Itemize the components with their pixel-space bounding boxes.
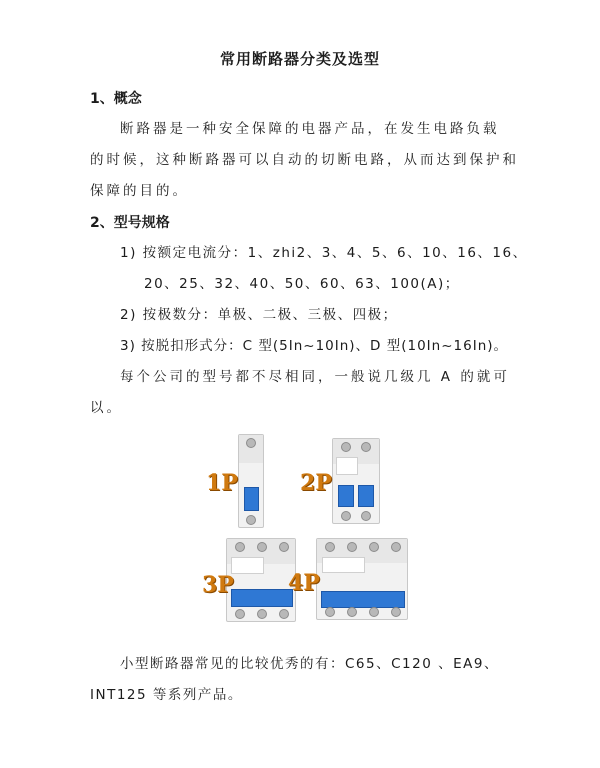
breaker-2p-label: 2P bbox=[300, 470, 332, 496]
breaker-1p-image bbox=[238, 434, 264, 528]
section-1-line-1: 断路器是一种安全保障的电器产品，在发生电路负载 bbox=[120, 121, 500, 137]
closing-line-1: 小型断路器常见的比较优秀的有：C65、C120 、EA9、 bbox=[120, 656, 499, 672]
breaker-4p-label: 4P bbox=[288, 570, 320, 596]
note-line-2: 以。 bbox=[90, 400, 123, 416]
closing-line-2: INT125 等系列产品。 bbox=[90, 687, 243, 703]
section-1-line-2: 的时候，这种断路器可以自动的切断电路，从而达到保护和 bbox=[90, 152, 519, 168]
breaker-3p-image bbox=[226, 538, 296, 622]
breaker-4p-image bbox=[316, 538, 408, 620]
spec-item-current: 1) 按额定电流分：1、zhi2、3、4、5、6、10、16、16、 bbox=[120, 245, 528, 261]
breaker-figure bbox=[192, 430, 414, 622]
note-line-1: 每个公司的型号都不尽相同，一般说几级几 A 的就可 bbox=[120, 369, 510, 385]
section-2-heading: 2、型号规格 bbox=[90, 215, 170, 231]
breaker-1p-label: 1P bbox=[206, 470, 238, 496]
section-1-heading: 1、概念 bbox=[90, 91, 142, 107]
spec-item-trip: 3) 按脱扣形式分：C 型(5In~10In)、D 型(10In~16In)。 bbox=[120, 338, 509, 354]
breaker-2p-image bbox=[332, 438, 380, 524]
document-title: 常用断路器分类及选型 bbox=[219, 50, 380, 68]
spec-item-current-cont: 20、25、32、40、50、60、63、100(A)； bbox=[144, 276, 460, 292]
spec-item-poles: 2) 按极数分：单极、二极、三极、四极； bbox=[120, 307, 398, 323]
breaker-3p-label: 3P bbox=[202, 572, 234, 598]
section-1-line-3: 保障的目的。 bbox=[90, 183, 189, 199]
